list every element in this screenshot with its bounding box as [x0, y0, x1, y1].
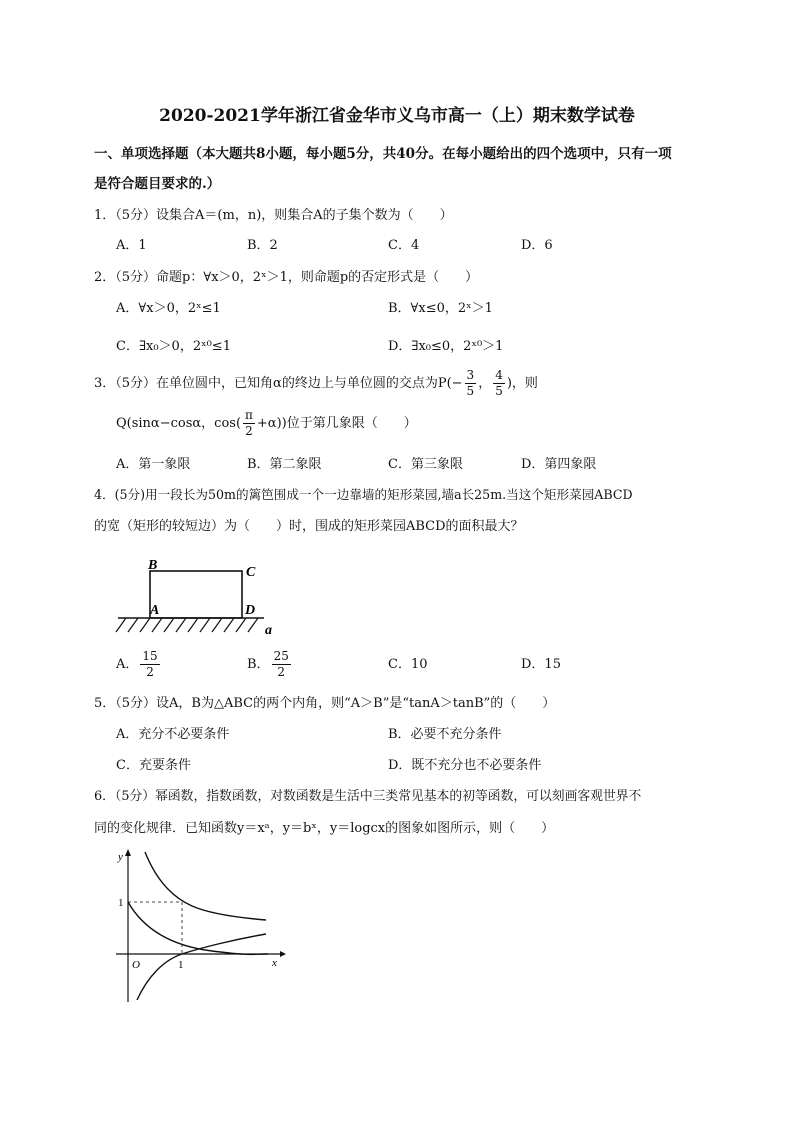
q3-pi-den: 2 — [245, 424, 253, 438]
q3-px-num: 3 — [466, 368, 475, 382]
q3-stem-line2 — [116, 408, 417, 440]
q3-line2-post: +α))位于第几象限（ ） — [256, 416, 417, 431]
q4-option-a-fraction — [140, 649, 159, 680]
q3-option-d: D．第四象限 — [521, 457, 597, 472]
q4-option-b — [247, 648, 293, 682]
q2-option-d: D．∃x₀≤0，2ˣ⁰＞1 — [388, 339, 504, 354]
section-heading-line2: 是符合题目要求的.） — [94, 176, 221, 192]
curve-logarithm — [137, 934, 266, 1000]
q6-function-graph — [112, 846, 286, 1006]
q4-option-b-prefix: B． — [247, 657, 270, 672]
curve-power — [145, 852, 266, 920]
label-one-y: 1 — [118, 897, 124, 909]
q3-line2-pre: Q(sinα−cosα，cos( — [116, 416, 242, 431]
q3-py-den: 5 — [495, 384, 503, 398]
q5-option-b: B．必要不充分条件 — [388, 727, 502, 742]
label-x-axis: x — [272, 957, 277, 969]
y-axis-arrow — [125, 849, 131, 856]
label-a: A — [150, 603, 160, 618]
x-axis-arrow — [280, 951, 286, 957]
label-b: B — [148, 558, 158, 573]
q3-pi-fraction — [243, 408, 255, 439]
label-y-axis: y — [118, 851, 123, 863]
q5-stem: 5．（5分）设A，B为△ABC的两个内角，则“A＞B”是“tanA＞tanB”的（ ） — [94, 696, 556, 711]
curve-exponential — [128, 902, 268, 954]
q6-stem-line2: 同的变化规律．已知函数y＝xᵃ，y＝bˣ，y＝logcx的图象如图所示，则（ ） — [94, 821, 555, 836]
label-wall-a: a — [265, 623, 272, 638]
q4-option-a-den: 2 — [146, 665, 154, 679]
q4-option-c: C．10 — [388, 657, 428, 672]
q3-py-fraction — [493, 368, 505, 399]
wall-hatching — [116, 618, 258, 632]
q1-option-a: A．1 — [116, 238, 147, 253]
q2-option-a: A．∀x＞0，2ˣ≤1 — [116, 301, 221, 316]
q2-option-b: B．∀x≤0，2ˣ＞1 — [388, 301, 493, 316]
label-c: C — [246, 565, 256, 580]
label-d: D — [245, 603, 256, 618]
page-title: 2020-2021学年浙江省金华市义乌市高一（上）期末数学试卷 — [159, 106, 635, 126]
section-heading-line1: 一、单项选择题（本大题共8小题，每小题5分，共40分。在每小题给出的四个选项中，只有一项 — [94, 146, 672, 162]
q4-figure-rectangle-wall — [112, 554, 282, 640]
q5-option-c: C．充要条件 — [116, 758, 191, 773]
q5-option-a: A．充分不必要条件 — [116, 727, 230, 742]
q4-stem-line1: 4．(5分)用一段长为50m的篱笆围成一个一边靠墙的矩形菜园,墙a长25m.当这个矩形菜园ABCD — [94, 487, 633, 502]
q5-option-d: D．既不充分也不必要条件 — [388, 758, 542, 773]
q4-option-b-num: 25 — [273, 649, 289, 663]
q4-stem-line2: 的宽（矩形的较短边）为（ ）时，围成的矩形菜园ABCD的面积最大？ — [94, 519, 524, 534]
q3-option-a: A．第一象限 — [116, 457, 191, 472]
q1-option-d: D．6 — [521, 238, 553, 253]
label-origin: O — [132, 959, 140, 971]
q4-option-a-num: 15 — [142, 649, 158, 663]
q2-option-c: C．∃x₀＞0，2ˣ⁰≤1 — [116, 339, 231, 354]
q3-p-sep: ， — [478, 376, 492, 391]
label-one-x: 1 — [178, 959, 184, 971]
q1-option-c: C．4 — [388, 238, 420, 253]
q3-stem-line1 — [94, 368, 538, 400]
q1-stem: 1．（5分）设集合A＝(m，n)，则集合A的子集个数为（ ） — [94, 208, 453, 223]
q3-py-num: 4 — [495, 368, 503, 382]
q4-option-a — [116, 648, 162, 682]
q4-option-b-den: 2 — [277, 665, 286, 679]
q4-option-b-fraction — [272, 649, 291, 680]
q4-option-d: D．15 — [521, 657, 561, 672]
q3-px-fraction — [465, 368, 477, 399]
q3-option-b: B．第二象限 — [247, 457, 322, 472]
garden-rectangle — [150, 571, 242, 618]
q3-px-den: 5 — [466, 384, 475, 398]
q6-stem-line1: 6．（5分）幂函数，指数函数，对数函数是生活中三类常见基本的初等函数，可以刻画客观世界不 — [94, 789, 642, 804]
q3-stem-post: )，则 — [506, 376, 538, 391]
q3-pi-num: π — [245, 408, 253, 422]
q4-option-a-prefix: A． — [116, 657, 139, 672]
q3-option-c: C．第三象限 — [388, 457, 463, 472]
q3-stem-pre: 3．（5分）在单位圆中，已知角α的终边上与单位圆的交点为P(− — [94, 376, 463, 391]
q1-option-b: B．2 — [247, 238, 278, 253]
q2-stem: 2．（5分）命题p：∀x＞0，2ˣ＞1，则命题p的否定形式是（ ） — [94, 270, 479, 285]
